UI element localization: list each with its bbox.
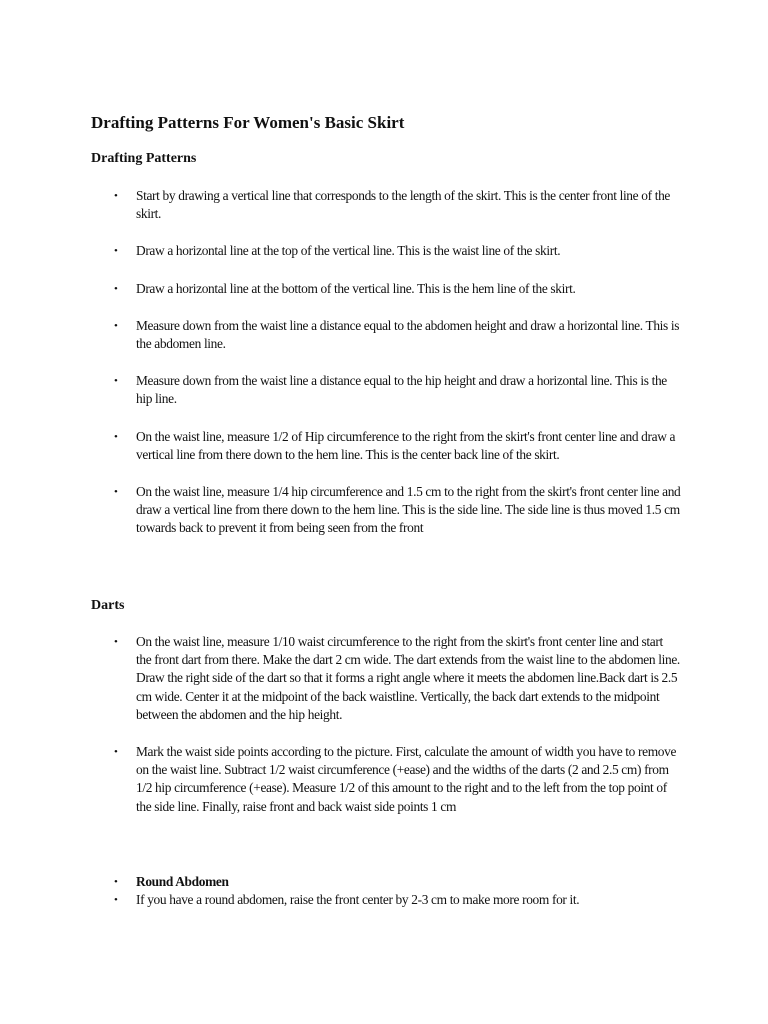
list-item-text: Mark the waist side points according to the picture. First, calculate the amount of width you have to remove on the waist line. Subtract 1/2 waist circumference (+ease) and the widths of the darts (2 and 2.5 cm) from 1/2 hip circumference (+ease). Measure 1/2 of this amount to the right and to the left from the top point of the side line. Finally, raise front and back waist side points 1 cm xyxy=(136,744,677,814)
bullet-icon: • xyxy=(114,245,118,258)
bullet-icon: • xyxy=(114,190,118,202)
bullet-icon: • xyxy=(114,876,118,888)
darts-heading: Darts xyxy=(91,598,125,613)
list-item-text: Draw a horizontal line at the top of the vertical line. This is the waist line of the skirt. xyxy=(136,243,561,259)
bullet-icon: • xyxy=(114,430,118,443)
list-item xyxy=(91,187,681,223)
list-item-text: If you have a round abdomen, raise the front center by 2-3 cm to make more room for it. xyxy=(136,892,580,908)
list-item xyxy=(91,891,681,909)
list-item xyxy=(91,428,681,464)
list-item-text: On the waist line, measure 1/10 waist circumference to the right from the skirt's front center line and start the front dart from there. Make the dart 2 cm wide. The dart extends from the waist line to the abdomen line. Draw the right side of the dart so that it forms a right angle where it meets the abdomen line.Back dart is 2.5 cm wide. Center it at the midpoint of the back waistline. Vertically, the back dart extends to the midpoint between the abdomen and the hip height. xyxy=(136,634,680,722)
list-item xyxy=(91,483,681,538)
document-title: Drafting Patterns For Women's Basic Skirt xyxy=(91,113,405,132)
drafting-patterns-heading: Drafting Patterns xyxy=(91,151,197,166)
bullet-icon: • xyxy=(114,486,118,499)
list-item-text: On the waist line, measure 1/2 of Hip circumference to the right from the skirt's front center line and draw a vertical line from there down to the hem line. This is the center back line of the skirt. xyxy=(136,428,676,462)
round-abdomen-list xyxy=(91,873,681,909)
bullet-icon: • xyxy=(114,319,118,332)
list-item xyxy=(91,743,681,816)
bullet-icon: • xyxy=(114,746,118,759)
drafting-steps-list xyxy=(91,187,681,538)
darts-steps-list xyxy=(91,633,681,816)
bullet-icon: • xyxy=(114,375,118,388)
list-item-text: Measure down from the waist line a distance equal to the abdomen height and draw a horizontal line. This is the abdomen line. xyxy=(136,317,680,352)
list-item xyxy=(91,280,681,298)
list-item xyxy=(91,372,681,408)
list-item xyxy=(91,633,681,724)
bullet-icon: • xyxy=(114,894,118,907)
list-item-text: Measure down from the waist line a distance equal to the hip height and draw a horizontal line. This is the hip line. xyxy=(136,373,667,407)
list-item-text: On the waist line, measure 1/4 hip circumference and 1.5 cm to the right from the skirt's front center line and draw a vertical line from there down to the hem line. This is the side line. The side line is thus moved 1.5 cm towards back to prevent it from being seen from the front xyxy=(136,484,681,536)
bullet-icon: • xyxy=(114,282,118,295)
list-item xyxy=(91,873,681,891)
bullet-icon: • xyxy=(114,636,118,648)
list-item xyxy=(91,242,681,260)
round-abdomen-heading: Round Abdomen xyxy=(136,874,229,889)
list-item-text: Start by drawing a vertical line that corresponds to the length of the skirt. This is the center front line of the skirt. xyxy=(136,188,671,222)
list-item-text: Draw a horizontal line at the bottom of the vertical line. This is the hem line of the skirt. xyxy=(136,280,576,296)
list-item xyxy=(91,317,681,353)
